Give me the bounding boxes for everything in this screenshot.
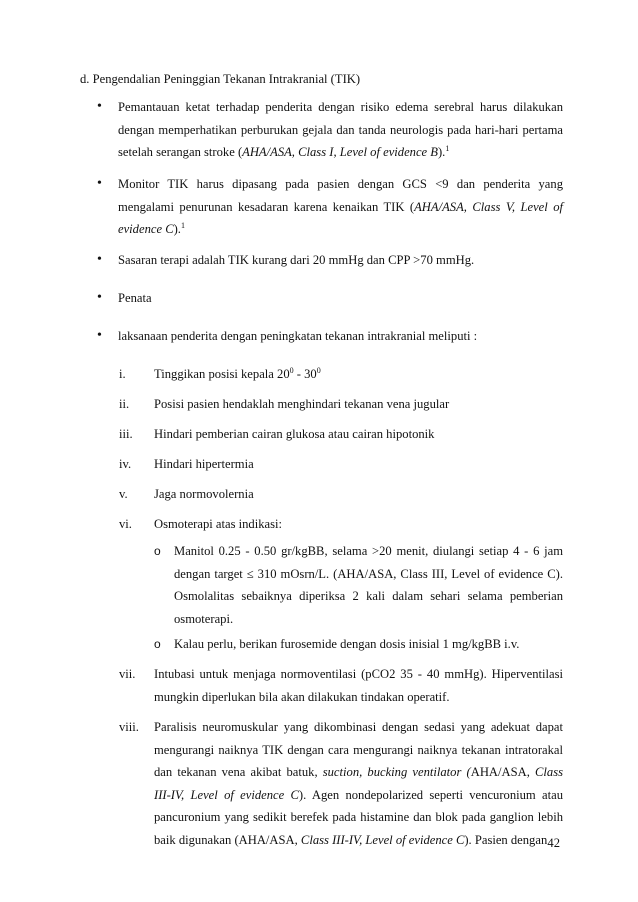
circle-marker: o xyxy=(154,637,161,651)
bullet-paragraph-tik-monitor: Monitor TIK harus dipasang pada pasien dengan GCS <9 dan penderita yang mengalami penurunan kesadaran karena kenaikan TIK (AHA/ASA, Class V, Level of evidence C).$^1$ xyxy=(118,177,563,237)
bullet-marker: • xyxy=(97,290,102,305)
bullet-paragraph-target: Sasaran terapi adalah TIK kurang dari 20 mmHg dan CPP >70 mmHg. xyxy=(118,253,475,267)
item-intubation: Intubasi untuk menjaga normoventilasi (pCO2 35 - 40 mmHg). Hiperventilasi mungkin diperlukan bila akan dilakukan tindakan operatif. xyxy=(154,667,563,704)
osmo-item-furosemide: Kalau perlu, berikan furosemide dengan dosis inisial 1 mg/kgBB i.v. xyxy=(174,637,520,651)
item-head-position: Tinggikan posisi kepala $20^0 - 30^0$ xyxy=(154,366,321,381)
section-heading: d. Pengendalian Peninggian Tekanan Intrakranial (TIK) xyxy=(80,72,361,86)
item-number: vii. xyxy=(119,667,136,681)
bullet-paragraph-management: laksanaan penderita dengan peningkatan tekanan intrakranial meliputi : xyxy=(118,329,478,343)
page-number: 42 xyxy=(547,836,560,850)
item-hyperthermia: Hindari hipertermia xyxy=(154,457,254,471)
bullet-paragraph-penata: Penata xyxy=(118,291,152,305)
item-number: i. xyxy=(119,367,126,381)
item-number: ii. xyxy=(119,397,130,411)
item-normovolemia: Jaga normovolernia xyxy=(154,487,254,501)
bullet-paragraph-monitoring: Pemantauan ketat terhadap penderita dengan risiko edema serebral harus dilakukan dengan memperhatikan perburukan gejala dan tanda neurologis pada hari-hari pertama setelah serangan stroke (AHA/ASA, Class I, Level of evidence B).$^1$ xyxy=(118,100,563,160)
item-jugular: Posisi pasien hendaklah menghindari tekanan vena jugular xyxy=(154,397,450,411)
circle-marker: o xyxy=(154,544,161,558)
bullet-marker: • xyxy=(97,328,102,343)
bullet-marker: • xyxy=(97,176,102,191)
osmo-item-manitol: Manitol 0.25 - 0.50 gr/kgBB, selama >20 menit, diulangi setiap 4 - 6 jam dengan target ≤ 310 mOsrn/L. (AHA/ASA, Class III, Level of evidence C). Osmolalitas sebaiknya diperiksa 2 kali dalam sehari selama pemberian osmoterapi. xyxy=(174,544,563,626)
item-osmotherapy: Osmoterapi atas indikasi: xyxy=(154,517,283,531)
item-paralysis: Paralisis neuromuskular yang dikombinasi dengan sedasi yang adekuat dapat mengurangi naiknya TIK dengan cara mengurangi naiknya tekanan intratorakal dan tekanan vena akibat batuk, suction, bucking ventilator (AHA/ASA, Class III-IV, Level of evidence C). Agen nondepolarized seperti vencuronium atau pancuronium yang sedikit berefek pada histamine dan blok pada ganglion lebih baik digunakan (AHA/ASA, Class III-IV, Level of evidence C). Pasien dengan xyxy=(154,720,563,847)
item-number: viii. xyxy=(119,720,139,734)
item-number: iii. xyxy=(119,427,133,441)
item-glucose: Hindari pemberian cairan glukosa atau cairan hipotonik xyxy=(154,427,435,441)
item-number: v. xyxy=(119,487,128,501)
item-number: vi. xyxy=(119,517,132,531)
bullet-marker: • xyxy=(97,99,102,114)
item-number: iv. xyxy=(119,457,132,471)
bullet-marker: • xyxy=(97,252,102,267)
